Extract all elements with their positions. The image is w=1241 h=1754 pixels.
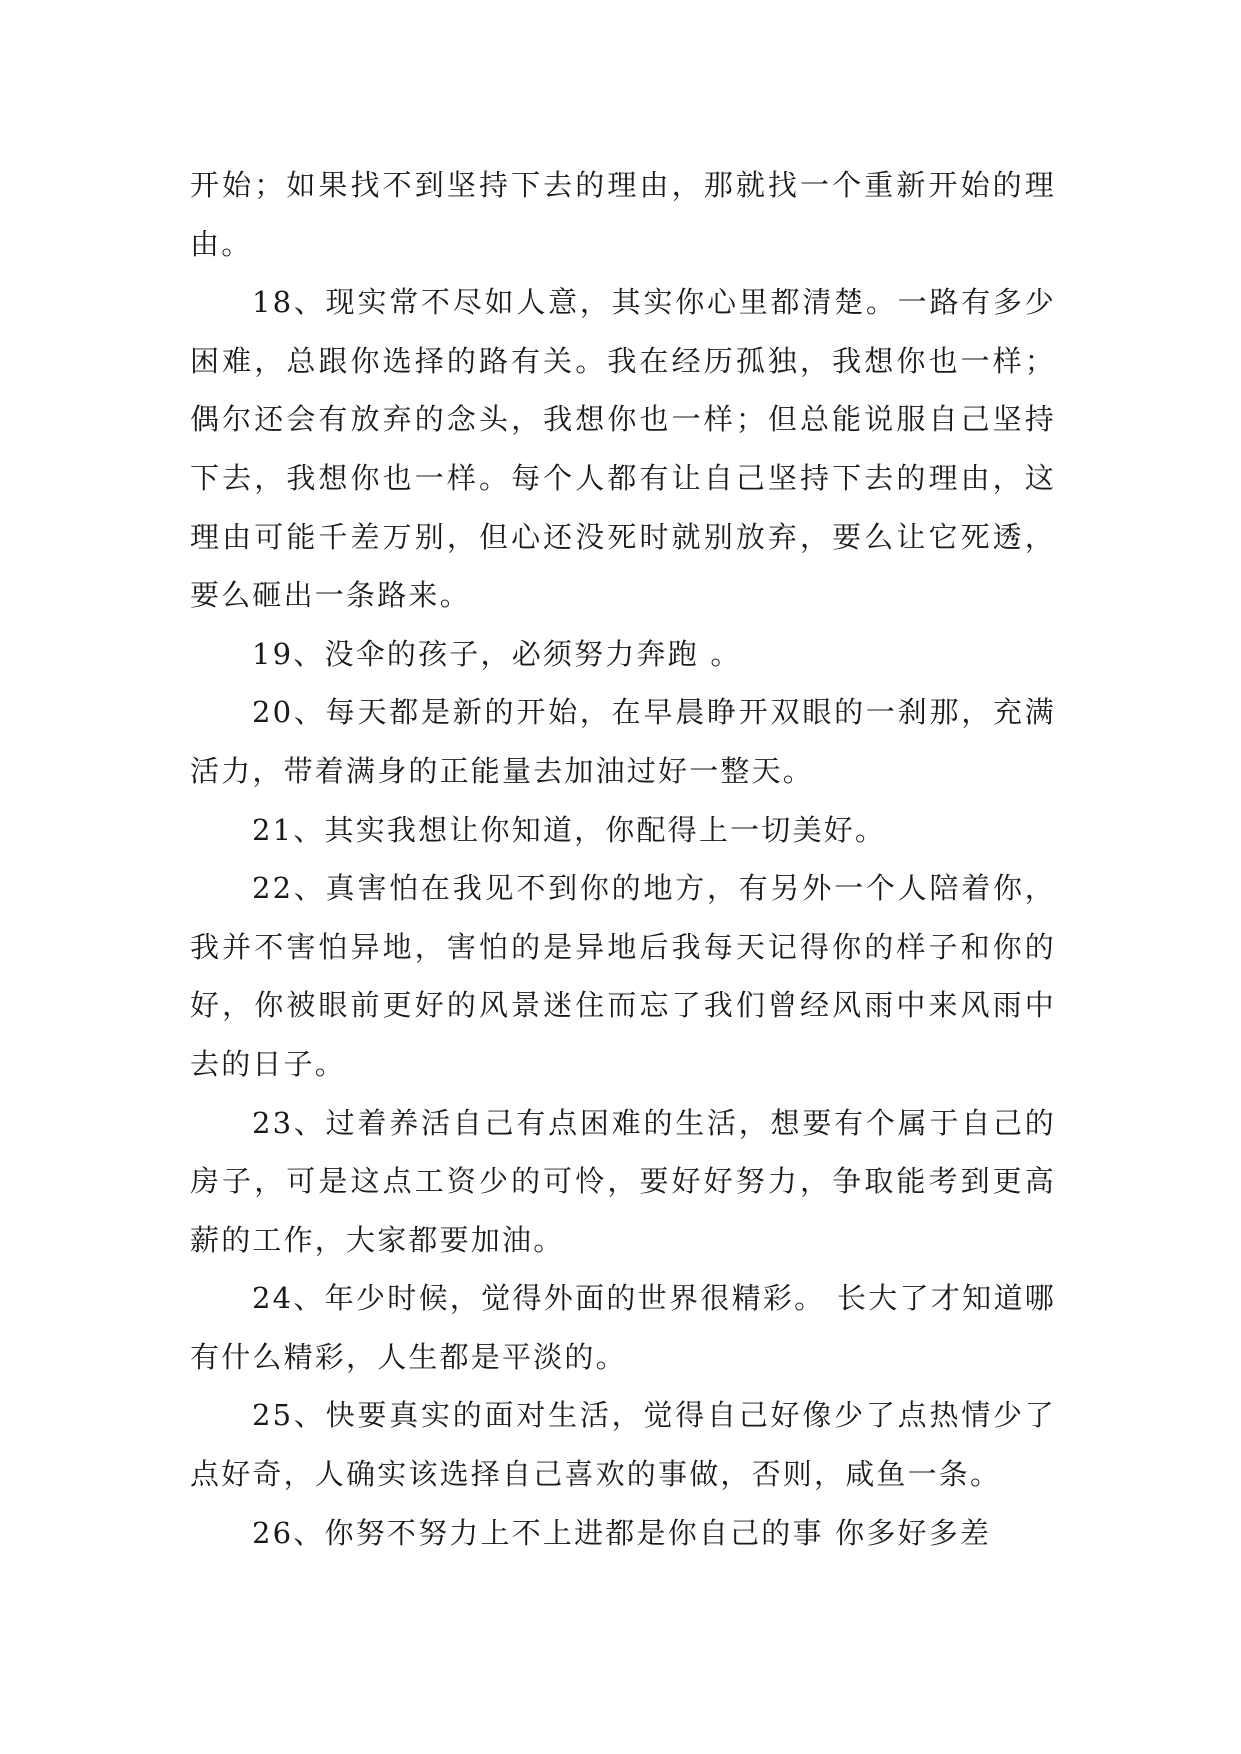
paragraph-20: 20、每天都是新的开始，在早晨睁开双眼的一刹那，充满活力，带着满身的正能量去加油过好一整天。	[190, 695, 1056, 788]
paragraph-21: 21、其实我想让你知道，你配得上一切美好。	[252, 812, 887, 847]
paragraph-18: 18、现实常不尽如人意，其实你心里都清楚。一路有多少困难，总跟你选择的路有关。我在经历孤独，我想你也一样；偶尔还会有放弃的念头，我想你也一样；但总能说服自己坚持下去，我想你也一样。每个人都有让自己坚持下去的理由，这理由可能千差万别，但心还没死时就别放弃，要么让它死透，要么砸出一条路来。	[190, 285, 1056, 613]
document-body	[190, 156, 1056, 1562]
paragraph-19: 19、没伞的孩子，必须努力奔跑 。	[252, 636, 742, 671]
paragraph-25: 25、快要真实的面对生活，觉得自己好像少了点热情少了点好奇，人确实该选择自己喜欢的事做，否则，咸鱼一条。	[190, 1398, 1056, 1492]
paragraph-22: 22、真害怕在我见不到你的地方，有另外一个人陪着你，我并不害怕异地，害怕的是异地后我每天记得你的样子和你的好，你被眼前更好的风景迷住而忘了我们曾经风雨中来风雨中去的日子。	[190, 871, 1056, 1081]
paragraph-24: 24、年少时候，觉得外面的世界很精彩。 长大了才知道哪有什么精彩，人生都是平淡的。	[190, 1281, 1056, 1374]
paragraph-26: 26、你努不努力上不上进都是你自己的事 你多好多差	[252, 1515, 992, 1550]
paragraph-23: 23、过着养活自己有点困难的生活，想要有个属于自己的房子，可是这点工资少的可怜，要好好努力，争取能考到更高薪的工作，大家都要加油。	[190, 1105, 1056, 1257]
paragraph-continued: 开始；如果找不到坚持下去的理由，那就找一个重新开始的理由。	[190, 168, 1056, 261]
